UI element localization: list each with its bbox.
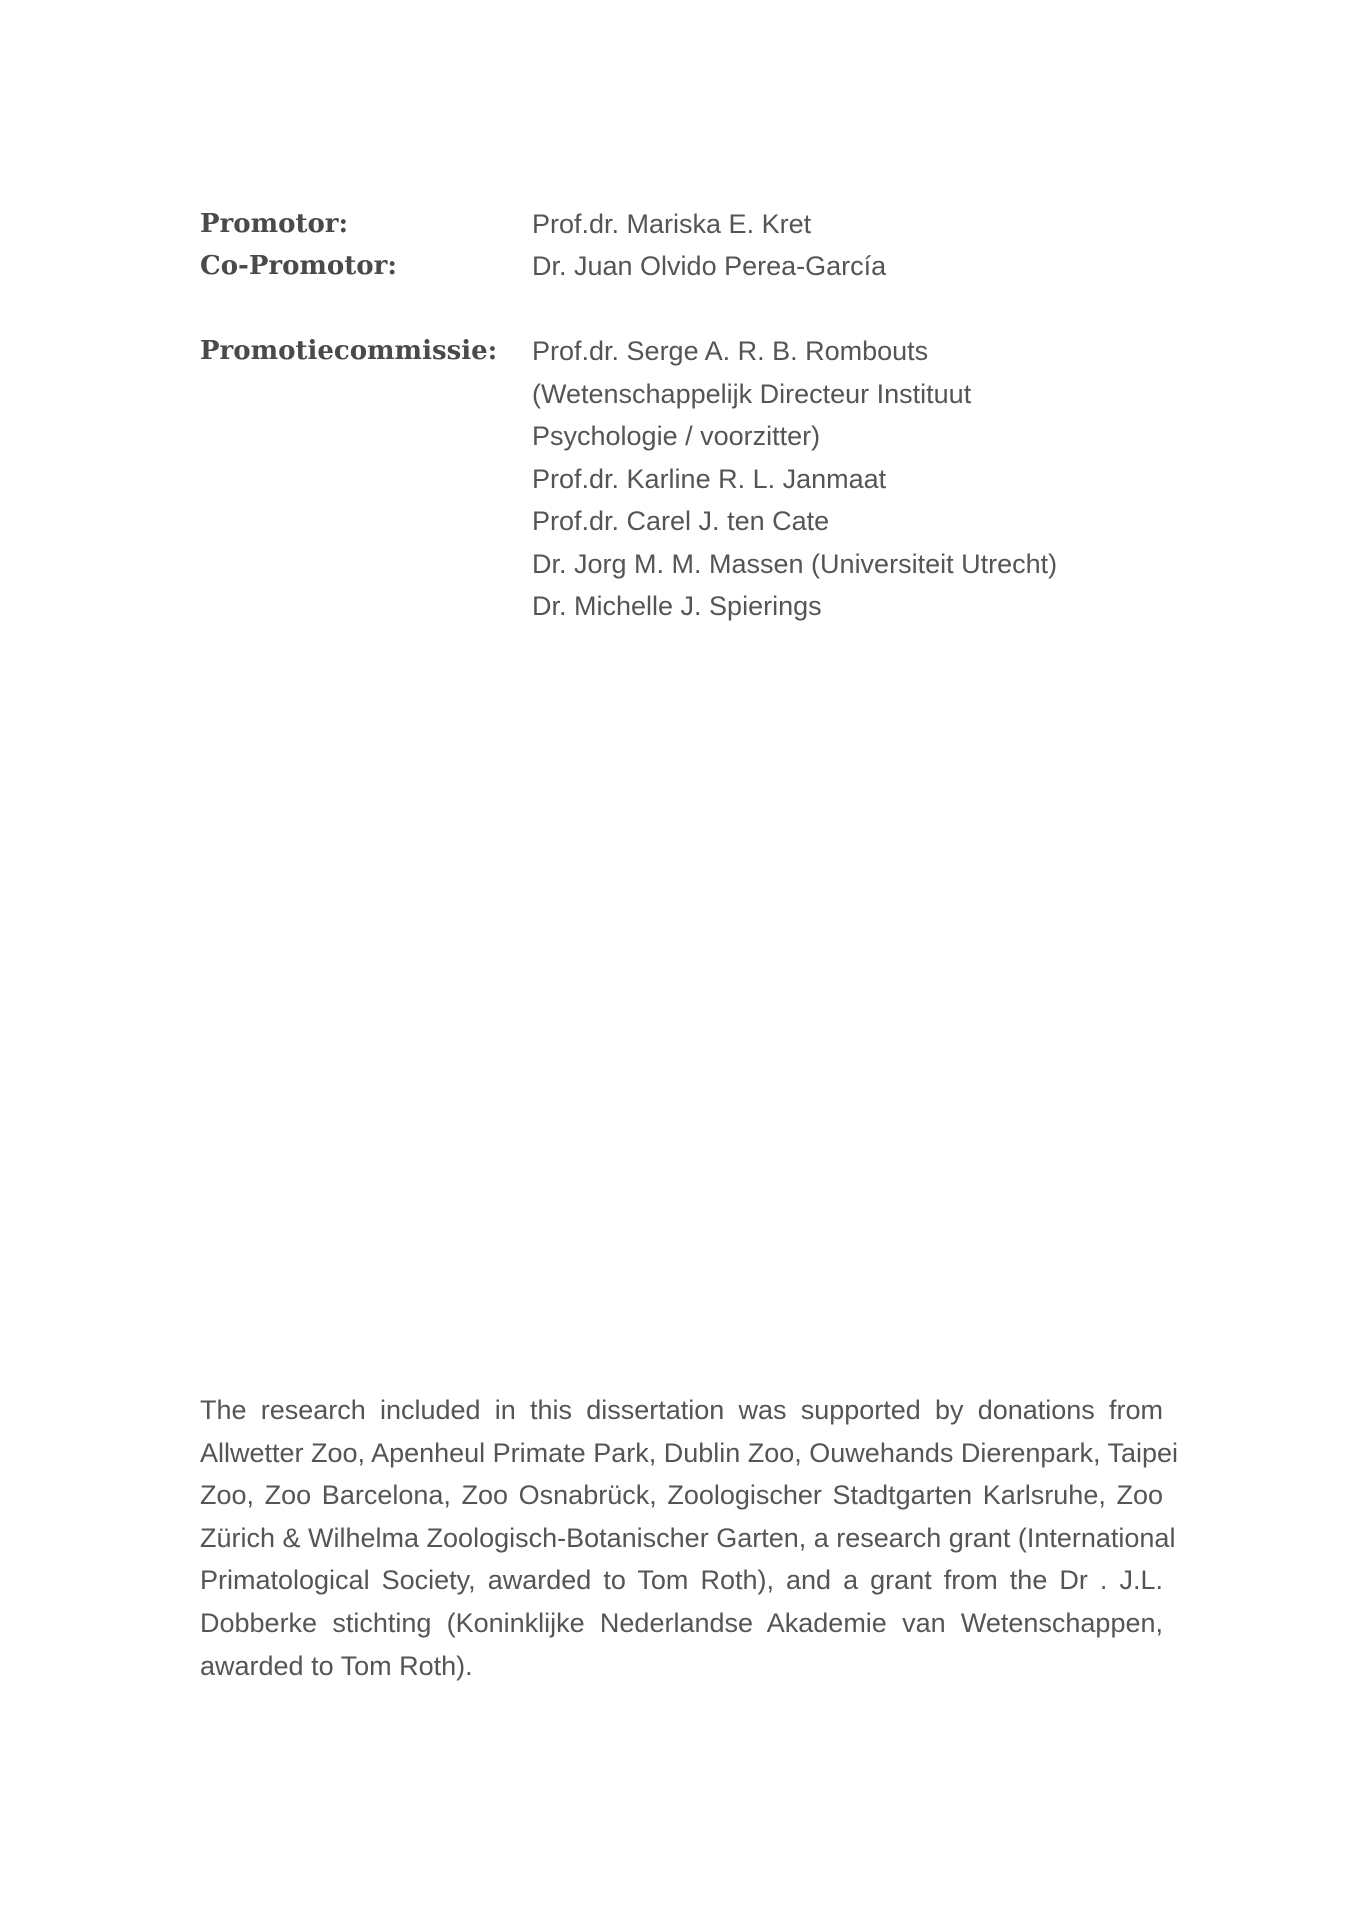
- promotor-row: [200, 203, 1160, 245]
- co-promotor-row: [200, 245, 1160, 287]
- co-promotor-label: Co-Promotor:: [200, 251, 397, 281]
- funding-line: Zürich & Wilhelma Zoologisch-Botanischer Garten, a research grant (International: [200, 1522, 1176, 1553]
- funding-line: awarded to Tom Roth).: [200, 1650, 473, 1681]
- promotiecommissie-label: Promotiecommissie:: [200, 336, 498, 366]
- funding-line: The research included in this dissertation was supported by donations from: [200, 1395, 1163, 1425]
- funding-line: Zoo, Zoo Barcelona, Zoo Osnabrück, Zoologischer Stadtgarten Karlsruhe, Zoo: [200, 1480, 1163, 1511]
- funding-statement: [200, 1389, 1179, 1687]
- committee-section: [200, 203, 1160, 628]
- committee-member-line: Prof.dr. Serge A. R. B. Rombouts: [532, 336, 929, 366]
- promotiecommissie-members: [532, 330, 1057, 628]
- committee-member-line: (Wetenschappelijk Directeur Instituut: [532, 378, 972, 409]
- committee-member-line: Prof.dr. Carel J. ten Cate: [532, 506, 830, 536]
- section-spacer: [200, 287, 1160, 330]
- committee-member-line: Prof.dr. Karline R. L. Janmaat: [532, 463, 887, 494]
- promotiecommissie-row: [200, 330, 1160, 628]
- committee-member-line: Dr. Jorg M. M. Massen (Universiteit Utrecht): [532, 548, 1058, 579]
- funding-line: Primatological Society, awarded to Tom Roth), and a grant from the Dr . J.L.: [200, 1565, 1163, 1596]
- promotor-value: Prof.dr. Mariska E. Kret: [532, 209, 812, 239]
- funding-line: Dobberke stichting (Koninklijke Nederlandse Akademie van Wetenschappen,: [200, 1607, 1163, 1638]
- committee-member-line: Dr. Michelle J. Spierings: [532, 591, 822, 621]
- promotor-label: Promotor:: [200, 209, 349, 239]
- committee-member-line: Psychologie / voorzitter): [532, 421, 821, 451]
- funding-line: Allwetter Zoo, Apenheul Primate Park, Dublin Zoo, Ouwehands Dierenpark, Taipei: [200, 1437, 1179, 1468]
- co-promotor-value: Dr. Juan Olvido Perea-García: [532, 251, 887, 281]
